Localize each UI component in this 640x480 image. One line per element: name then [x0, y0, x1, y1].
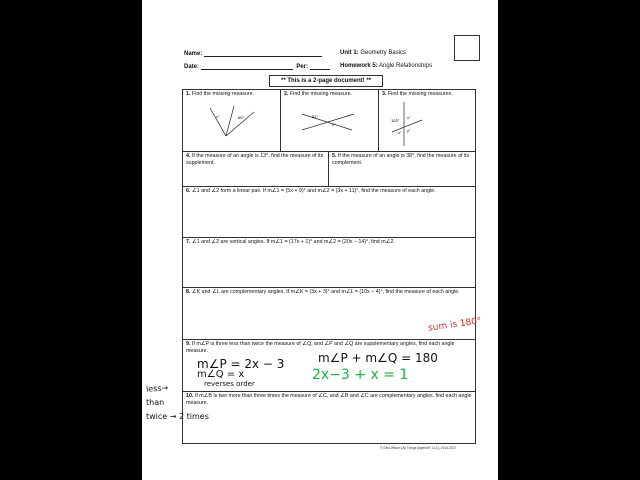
- angle-diagram-3: [382, 100, 474, 148]
- score-box: [454, 35, 480, 61]
- label-x: x°: [407, 115, 411, 120]
- annotation-eq-sum: m∠P + m∠Q = 180: [318, 351, 438, 365]
- label-x: x°: [216, 114, 220, 119]
- annotation-reverses: reverses order: [204, 380, 255, 388]
- problem-4: 4. If the measure of an angle is 13°, find the measure of its supplement.: [183, 152, 329, 186]
- name-field: Name:: [184, 50, 322, 57]
- angle-diagram-1: [186, 100, 278, 148]
- date-field: Date: Per:: [184, 63, 330, 70]
- problem-1: 1. Find the missing measure. x° 65°: [183, 90, 281, 151]
- annotation-than: than: [146, 398, 165, 407]
- annotation-less: less→: [145, 383, 169, 394]
- row-3: [183, 187, 475, 238]
- angle-diagram-2: [284, 100, 376, 148]
- unit-label: Unit 1: Geometry Basics: [340, 50, 407, 56]
- problem-grid: [182, 89, 476, 444]
- label-x: x°: [332, 122, 336, 127]
- label-y: y°: [407, 128, 411, 133]
- problem-10: 10. If m∠B is two more than three times the measure of ∠C, and ∠B and ∠C are complementary angles, find each angle measure.: [186, 393, 472, 406]
- problem-2: 2. Find the missing measure. 51° x°: [281, 90, 379, 151]
- row-7: [183, 392, 475, 445]
- homework-label: Homework 5: Angle Relationships: [340, 63, 433, 69]
- label-z: z°: [398, 130, 402, 135]
- row-4: [183, 238, 475, 288]
- label-51: 51°: [312, 114, 319, 119]
- label-103: 103°: [391, 118, 400, 123]
- annotation-sum-180: sum is 180°: [427, 316, 483, 334]
- annotation-twice: twice → 2 times: [146, 412, 209, 421]
- label-65: 65°: [238, 115, 245, 120]
- problem-8: 8. ∠K and ∠L are complementary angles. If m∠K = (3x + 3)° and m∠L = (10x − 4)°, find the measure of each angle.: [186, 289, 460, 295]
- problem-7: 7. ∠1 and ∠2 are vertical angles. If m∠1 = (17x + 1)° and m∠2 = (20x − 14)°, find m∠2.: [186, 239, 395, 245]
- annotation-eq-q: m∠Q = x: [197, 369, 245, 380]
- problem-5: 5. If the measure of an angle is 38°, find the measure of its complement.: [332, 153, 470, 166]
- copyright: © Gina Wilson (All Things Algebra®, LLC), 2014-2017: [380, 446, 457, 450]
- annotation-eq-sub: 2x−3 + x = 1: [312, 367, 409, 383]
- worksheet-page: [142, 0, 498, 480]
- row-2: [183, 152, 475, 187]
- two-page-notice: ** This is a 2-page document! **: [269, 75, 383, 87]
- problem-9: 9. If m∠P is three less than twice the measure of ∠Q, and ∠P and ∠Q are supplementary angles, find each angle measure.: [186, 341, 455, 354]
- problem-3: 3. Find the missing measures. 103° x° z° y°: [379, 90, 475, 151]
- row-1: [183, 90, 475, 152]
- annotation-eq-p: m∠P = 2x − 3: [197, 357, 285, 371]
- problem-6: 6. ∠1 and ∠2 form a linear pair. If m∠1 = (5x + 9)° and m∠2 = (3x + 11)°, find the measure of each angle.: [186, 188, 436, 194]
